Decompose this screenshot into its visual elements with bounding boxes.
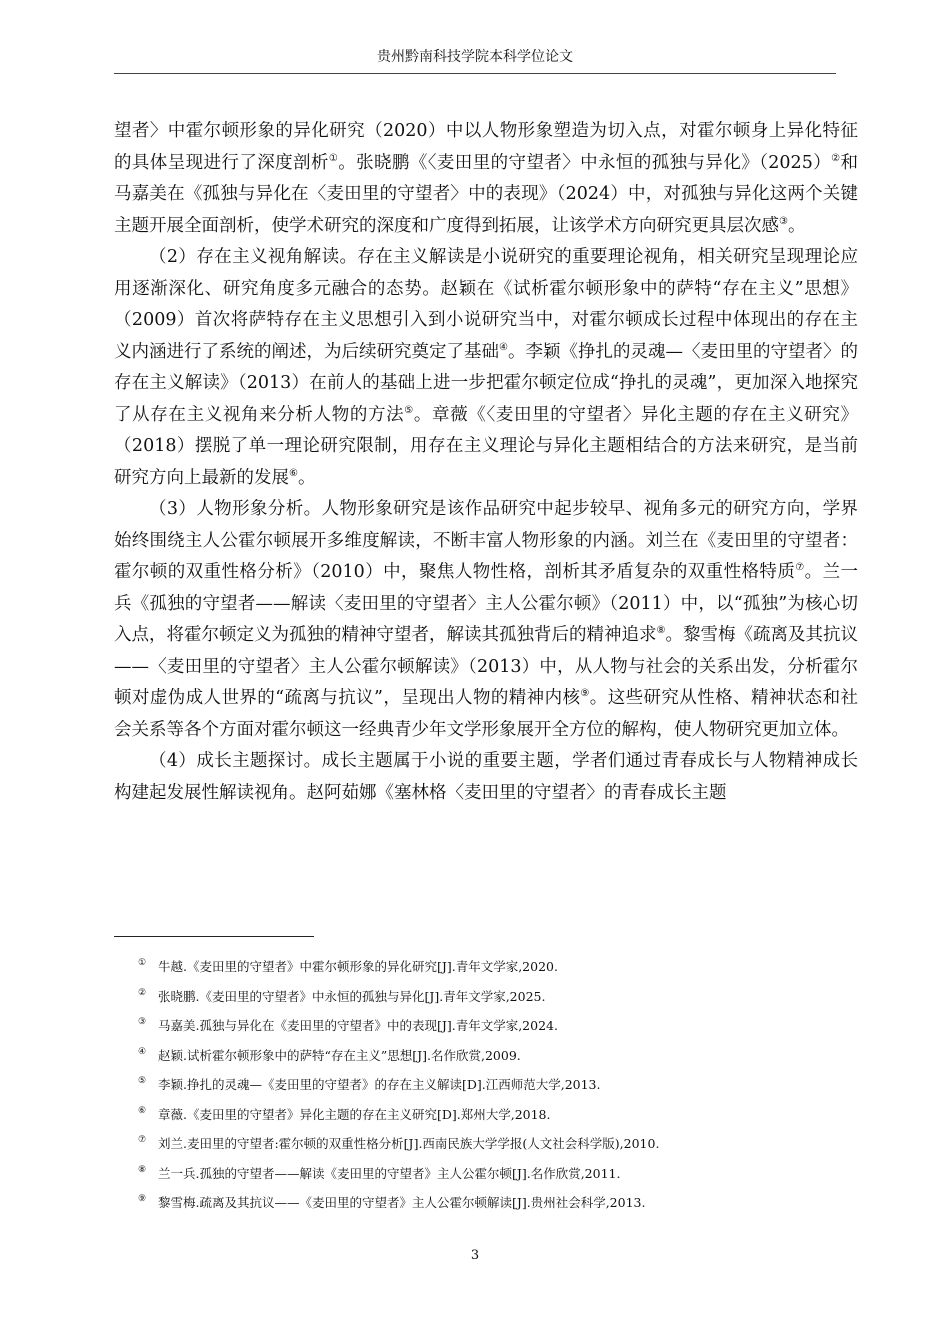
footnote [138, 1041, 858, 1071]
footnote [138, 952, 858, 982]
footnote-ref: ④ [499, 341, 508, 353]
text-run: 。 [787, 215, 806, 236]
footnote [138, 1070, 858, 1100]
footnote [138, 1129, 858, 1159]
footnote-divider [114, 936, 314, 937]
page-header [114, 46, 836, 74]
footnote-text: 赵颖.试析霍尔顿形象中的萨特“存在主义”思想[J].名作欣赏,2009. [158, 1047, 521, 1063]
paragraph [114, 116, 858, 242]
footnote-ref: ⑨ [580, 688, 590, 700]
footnote-mark: ⑦ [138, 1135, 147, 1145]
footnote-mark: ② [138, 987, 147, 998]
footnote-mark: ⑥ [138, 1105, 147, 1116]
footnote-text: 张晓鹏.《麦田里的守望者》中永恒的孤独与异化[J].青年文学家,2025. [158, 988, 546, 1004]
footnote-mark: ⑨ [138, 1194, 147, 1204]
footnote-ref: ⑤ [404, 404, 414, 416]
footnote [138, 1011, 858, 1041]
text-run: 。张晓鹏《〈麦田里的守望者〉中永恒的孤独与异化》（2025） [338, 152, 832, 173]
footnote-text: 兰一兵.孤独的守望者——解读《麦田里的守望者》主人公霍尔顿[J].名作欣赏,2011. [158, 1165, 621, 1181]
text-run: 。这些研究从性格、精神状态和社会关系等各个方面对霍尔顿这一经典青少年文学形象展开全方位的解构，使人物研究更加立体。 [114, 688, 858, 740]
footnote-text: 马嘉美.孤独与异化在《麦田里的守望者》中的表现[J].青年文学家,2024. [158, 1018, 558, 1033]
footnote-text: 牛越.《麦田里的守望者》中霍尔顿形象的异化研究[J].青年文学家,2020. [158, 959, 558, 974]
footnote-ref: ① [328, 152, 339, 164]
text-run: 。兰一兵《孤独的守望者——解读〈麦田里的守望者〉主人公霍尔顿》（2011）中，以“孤独”为核心切入点，将霍尔顿定义为孤独的精神守望者，解读其孤独背后的精神追求 [114, 562, 858, 645]
footnote-text: 李颖.挣扎的灵魂—《麦田里的守望者》的存在主义解读[D].江西师范大学,2013. [158, 1077, 601, 1092]
footnote [138, 1159, 858, 1189]
text-run: （4）成长主题探讨。成长主题属于小说的重要主题，学者们通过青春成长与人物精神成长构建起发展性解读视角。赵阿茹娜《塞林格〈麦田里的守望者〉的青春成长主题 [114, 751, 858, 803]
text-run: 。 [297, 467, 316, 488]
paragraph [114, 494, 858, 746]
text-run: （2）存在主义视角解读。存在主义解读是小说研究的重要理论视角，相关研究呈现理论应用逐渐深化、研究角度多元融合的态势。赵颖在《试析霍尔顿形象中的萨特“存在主义”思想》（2009）首次将萨特存在主义思想引入到小说研究当中，对霍尔顿成长过程中体现出的存在主义内涵进行了系统的阐述，为后续研究奠定了基础 [114, 247, 858, 362]
footnote-mark: ⑧ [138, 1164, 147, 1175]
footnote [138, 982, 858, 1012]
text-run: 望者〉中霍尔顿形象的异化研究（2020）中以人物形象塑造为切入点，对霍尔顿身上异化特征的具体呈现进行了深度剖析 [114, 121, 858, 173]
footnote-ref: ⑥ [289, 467, 298, 479]
footnote-ref: ⑧ [656, 625, 666, 637]
page-number: 3 [470, 1248, 480, 1263]
footnote-mark: ④ [138, 1046, 147, 1057]
header-title: 贵州黔南科技学院本科学位论文 [377, 49, 573, 65]
footnote-mark: ① [138, 958, 147, 968]
text-run: 和马嘉美在《孤独与异化在〈麦田里的守望者〉中的表现》（2024）中，对孤独与异化这两个关键主题开展全面剖析，使学术研究的深度和广度得到拓展，让该学术方向研究更具层次感 [114, 152, 859, 236]
footnote-text: 黎雪梅.疏离及其抗议——《麦田里的守望者》主人公霍尔顿解读[J].贵州社会科学,2013. [158, 1195, 646, 1210]
footnote-ref: ② [831, 152, 841, 164]
footnote-text: 刘兰.麦田里的守望者:霍尔顿的双重性格分析[J].西南民族大学学报(人文社会科学版),2010. [158, 1136, 660, 1151]
paragraph [114, 746, 858, 809]
text-run: 。章薇《〈麦田里的守望者〉异化主题的存在主义研究》（2018）摆脱了单一理论研究限制，用存在主义理论与异化主题相结合的方法来研究，是当前研究方向上最新的发展 [114, 404, 859, 488]
footnotes [138, 952, 858, 1218]
footnote [138, 1188, 858, 1218]
text-run: （3）人物形象分析。人物形象研究是该作品研究中起步较早、视角多元的研究方向，学界始终围绕主人公霍尔顿展开多维度解读，不断丰富人物形象的内涵。刘兰在《麦田里的守望者：霍尔顿的双重性格分析》（2010）中，聚焦人物性格，剖析其矛盾复杂的双重性格特质 [114, 499, 858, 582]
body-text [114, 116, 858, 809]
text-run: 。黎雪梅《疏离及其抗议——〈麦田里的守望者〉主人公霍尔顿解读》（2013）中，从人物与社会的关系出发，分析霍尔顿对虚伪成人世界的“疏离与抗议”，呈现出人物的精神内核 [114, 625, 859, 708]
footnote-mark: ⑤ [138, 1076, 147, 1086]
footnote-text: 章薇.《麦田里的守望者》异化主题的存在主义研究[D].郑州大学,2018. [158, 1106, 551, 1122]
footnote-ref: ③ [779, 215, 788, 227]
footnote [138, 1100, 858, 1130]
paragraph [114, 242, 858, 494]
footnote-ref: ⑦ [795, 562, 805, 574]
footnote-mark: ③ [138, 1017, 147, 1027]
text-run: 。李颖《挣扎的灵魂—〈麦田里的守望者〉的存在主义解读》（2013）在前人的基础上进一步把霍尔顿定位成“挣扎的灵魂”，更加深入地探究了从存在主义视角来分析人物的方法 [114, 341, 858, 425]
